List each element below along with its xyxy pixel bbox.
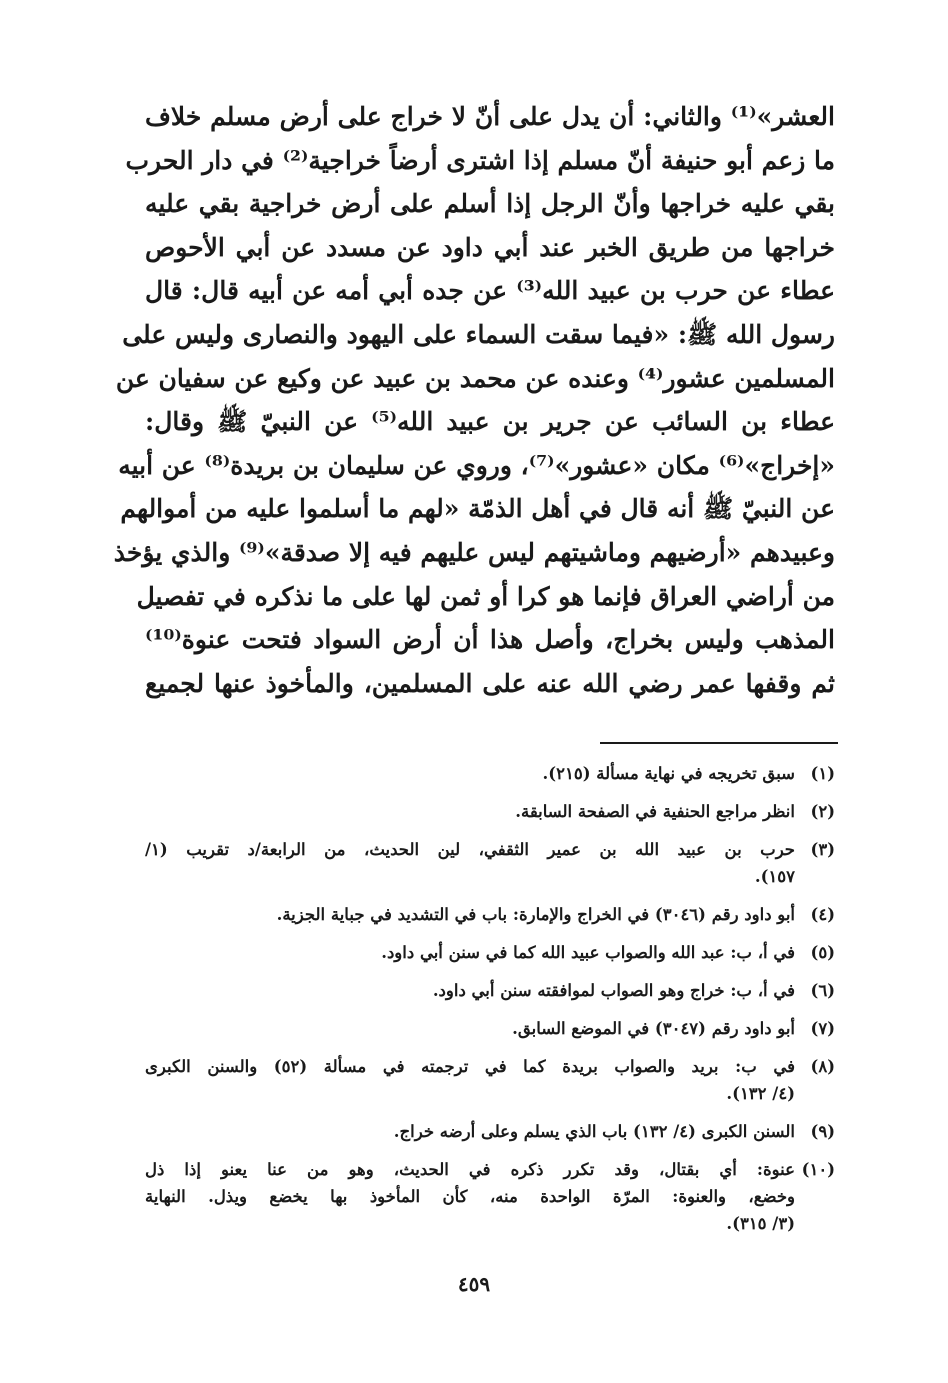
footnote <box>145 939 835 966</box>
footnote-line: عنوة: أي بقتال، وقد تكرر ذكره في الحديث، وهو من عنا يعنو إذا ذل <box>145 1160 795 1179</box>
text-line: العشر»⁽¹⁾ والثاني: أن يدل على أنّ لا خراج على أرض مسلم خلاف <box>145 102 835 131</box>
footnote-number: (١٠) <box>801 1160 835 1179</box>
footnote-body <box>145 1156 795 1237</box>
text-line: بقي عليه خراجها وأنّ الرجل إذا أسلم على أرض خراجية بقي عليه <box>145 189 835 219</box>
footnote-body <box>145 760 795 787</box>
footnote-number: (١) <box>810 764 835 783</box>
footnote-number: (٧) <box>810 1019 835 1038</box>
footnote <box>145 1118 835 1145</box>
footnote-line: ١٥٧). <box>754 867 795 886</box>
text-line: خراجها من طريق الخبر عند أبي داود عن مسدد عن أبي الأحوص <box>145 232 835 262</box>
footnote-line: السنن الكبرى (٤/ ١٣٢) باب الذي يسلم وعلى أرضه خراج. <box>393 1122 795 1141</box>
footnote-number: (٣) <box>810 840 835 859</box>
footnote-body <box>145 1015 795 1042</box>
footnote-body <box>145 977 795 1004</box>
footnote-body <box>145 798 795 825</box>
text-line: عطاء عن حرب بن عبيد الله⁽³⁾ عن جده أبي أمه عن أبيه قال: قال <box>145 276 835 306</box>
footnote-body <box>145 836 795 890</box>
footnote-line: أبو داود رقم (٣٠٤٧) في الموضع السابق. <box>512 1019 795 1038</box>
page-number: ٤٥٩ <box>457 1272 491 1296</box>
footnote-number: (٥) <box>810 943 835 962</box>
footnote <box>145 760 835 787</box>
text-line: «إخراج»⁽⁶⁾ مكان «عشور»⁽⁷⁾، وروي عن سليمان بن بريدة⁽⁸⁾ عن أبيه <box>118 450 835 480</box>
footnote <box>145 1053 835 1107</box>
footnote-separator <box>600 742 838 744</box>
footnote-line: حرب بن عبيد الله بن عمير الثقفي، لين الحديث، من الرابعة/د تقريب (١/ <box>145 840 795 859</box>
text-line: عطاء بن السائب عن جرير بن عبيد الله⁽⁵⁾ عن النبيّ ﷺ وقال: <box>145 407 835 437</box>
text-line: المسلمين عشور⁽⁴⁾ وعنده عن محمد بن عبيد عن وكيع عن سفيان عن <box>115 363 835 393</box>
footnote-line: (٤/ ١٣٢). <box>726 1084 795 1103</box>
text-line: ثم وقفها عمر رضي الله عنه على المسلمين، والمأخوذ عنها لجميع <box>145 668 835 698</box>
footnote-body <box>145 901 795 928</box>
footnote-line: انظر مراجع الحنفية في الصفحة السابقة. <box>515 802 795 821</box>
footnote-number: (٢) <box>810 802 835 821</box>
text-line: المذهب وليس بخراج، وأصل هذا أن أرض السواد فتحت عنوة⁽¹⁰⁾ <box>145 625 835 655</box>
footnote-number: (٩) <box>810 1122 835 1141</box>
footnote-body <box>145 1053 795 1107</box>
footnote-line: في ب: بريد والصواب بريدة كما في ترجمته في مسألة (٥٢) والسنن الكبرى <box>145 1057 795 1076</box>
footnote-line: (٣/ ٣١٥). <box>726 1214 795 1233</box>
footnote-line: وخضع، والعنوة: المرّة الواحدة منه، كأن المأخوذ بها يخضع ويذل. النهاية <box>145 1187 795 1206</box>
footnote <box>145 901 835 928</box>
footnote-number: (٤) <box>810 905 835 924</box>
main-text-block <box>113 95 835 705</box>
footnote <box>145 977 835 1004</box>
footnote-body <box>145 939 795 966</box>
footnote <box>145 836 835 890</box>
footnote-line: سبق تخريجه في نهاية مسألة (٢١٥). <box>542 764 795 783</box>
footnote <box>145 798 835 825</box>
text-line: عن النبيّ ﷺ أنه قال في أهل الذمّة «لهم ما أسلموا عليه من أموالهم <box>120 494 835 524</box>
footnote-body <box>145 1118 795 1145</box>
footnote-number: (٨) <box>810 1057 835 1076</box>
text-line: من أراضي العراق فإنما هو كرا أو ثمن لها على ما نذكره في تفصيل <box>136 581 835 611</box>
footnote <box>145 1015 835 1042</box>
footnote <box>145 1156 835 1237</box>
footnote-line: في أ، ب: خراج وهو الصواب لموافقته سنن أبي داود. <box>432 981 795 1000</box>
text-line: وعبيدهم «أرضيهم وماشيتهم ليس عليهم فيه إلا صدقة»⁽⁹⁾ والذي يؤخذ <box>113 537 835 567</box>
text-line: ما زعم أبو حنيفة أنّ مسلم إذا اشترى أرضاً خراجية⁽²⁾ في دار الحرب <box>125 145 835 175</box>
text-line: رسول الله ﷺ: «فيما سقت السماء على اليهود والنصارى وليس على <box>122 319 835 349</box>
footnote-line: في أ، ب: عبد الله والصواب عبيد الله كما في سنن أبي داود. <box>381 943 795 962</box>
footnote-number: (٦) <box>810 981 835 1000</box>
footnote-line: أبو داود رقم (٣٠٤٦) في الخراج والإمارة: باب في التشديد في جباية الجزية. <box>276 905 795 924</box>
footnotes-block <box>145 760 835 1248</box>
